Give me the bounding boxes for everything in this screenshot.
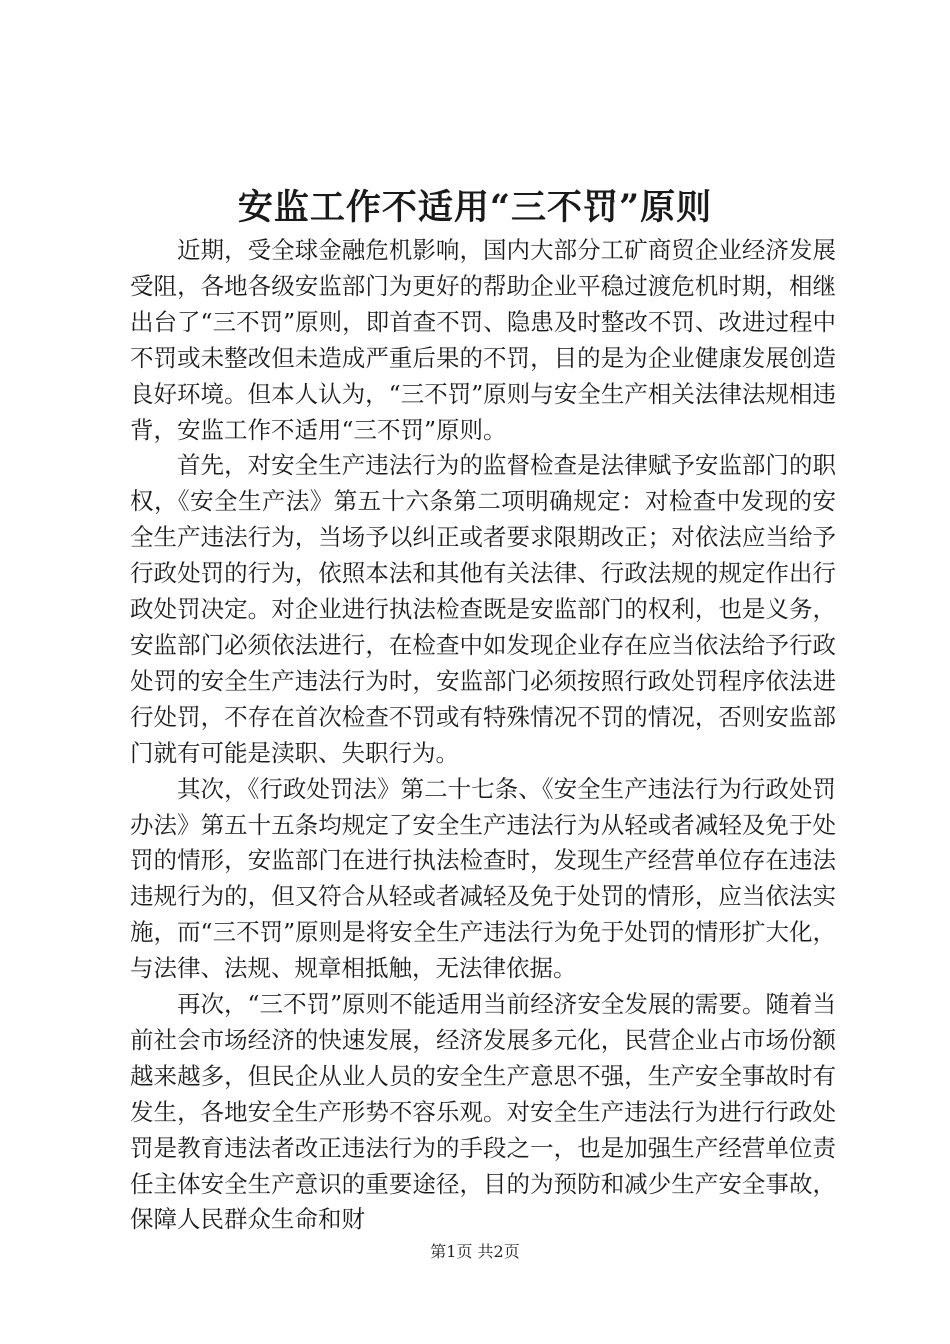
paragraph-first: 首先，对安全生产违法行为的监督检查是法律赋予安监部门的职权，《安全生产法》第五十六条第二项明确规定：对检查中发现的安全生产违法行为，当场予以纠正或者要求限期改正；对依法应当给予行政处罚的行为，依照本法和其他有关法律、行政法规的规定作出行政处罚决定。对企业进行执法检查既是安监部门的权利，也是义务，安监部门必须依法进行，在检查中如发现企业存在应当依法给予行政处罚的安全生产违法行为时，安监部门必须按照行政处罚程序依法进行处罚，不存在首次检查不罚或有特殊情况不罚的情况，否则安监部门就有可能是渎职、失职行为。 bbox=[130, 451, 836, 767]
paragraph-second: 其次，《行政处罚法》第二十七条、《安全生产违法行为行政处罚办法》第五十五条均规定了安全生产违法行为从轻或者减轻及免于处罚的情形，安监部门在进行执法检查时，发现生产经营单位存在违法违规行为的，但又符合从轻或者减轻及免于处罚的情形，应当依法实施，而“三不罚”原则是将安全生产违法行为免于处罚的情形扩大化，与法律、法规、规章相抵触，无法律依据。 bbox=[130, 774, 836, 983]
document-title: 安监工作不适用“三不罚”原则 bbox=[237, 187, 713, 228]
paragraph-third: 再次，“三不罚”原则不能适用当前经济安全发展的需要。随着当前社会市场经济的快速发展，经济发展多元化，民营企业占市场份额越来越多，但民企从业人员的安全生产意思不强，生产安全事故时有发生，各地安全生产形势不容乐观。对安全生产违法行为进行行政处罚是教育违法者改正违法行为的手段之一，也是加强生产经营单位责任主体安全生产意识的重要途径，目的为预防和减少生产安全事故，保障人民群众生命和财 bbox=[130, 990, 836, 1234]
page-number-footer: 第1页 共2页 bbox=[430, 1242, 520, 1261]
paragraph-intro: 近期，受全球金融危机影响，国内大部分工矿商贸企业经济发展受阻，各地各级安监部门为更好的帮助企业平稳过渡危机时期，相继出台了“三不罚”原则，即首查不罚、隐患及时整改不罚、改进过程中不罚或未整改但未造成严重后果的不罚，目的是为企业健康发展创造良好环境。但本人认为，“三不罚”原则与安全生产相关法律法规相违背，安监工作不适用“三不罚”原则。 bbox=[130, 236, 836, 444]
document-body bbox=[130, 233, 836, 1238]
